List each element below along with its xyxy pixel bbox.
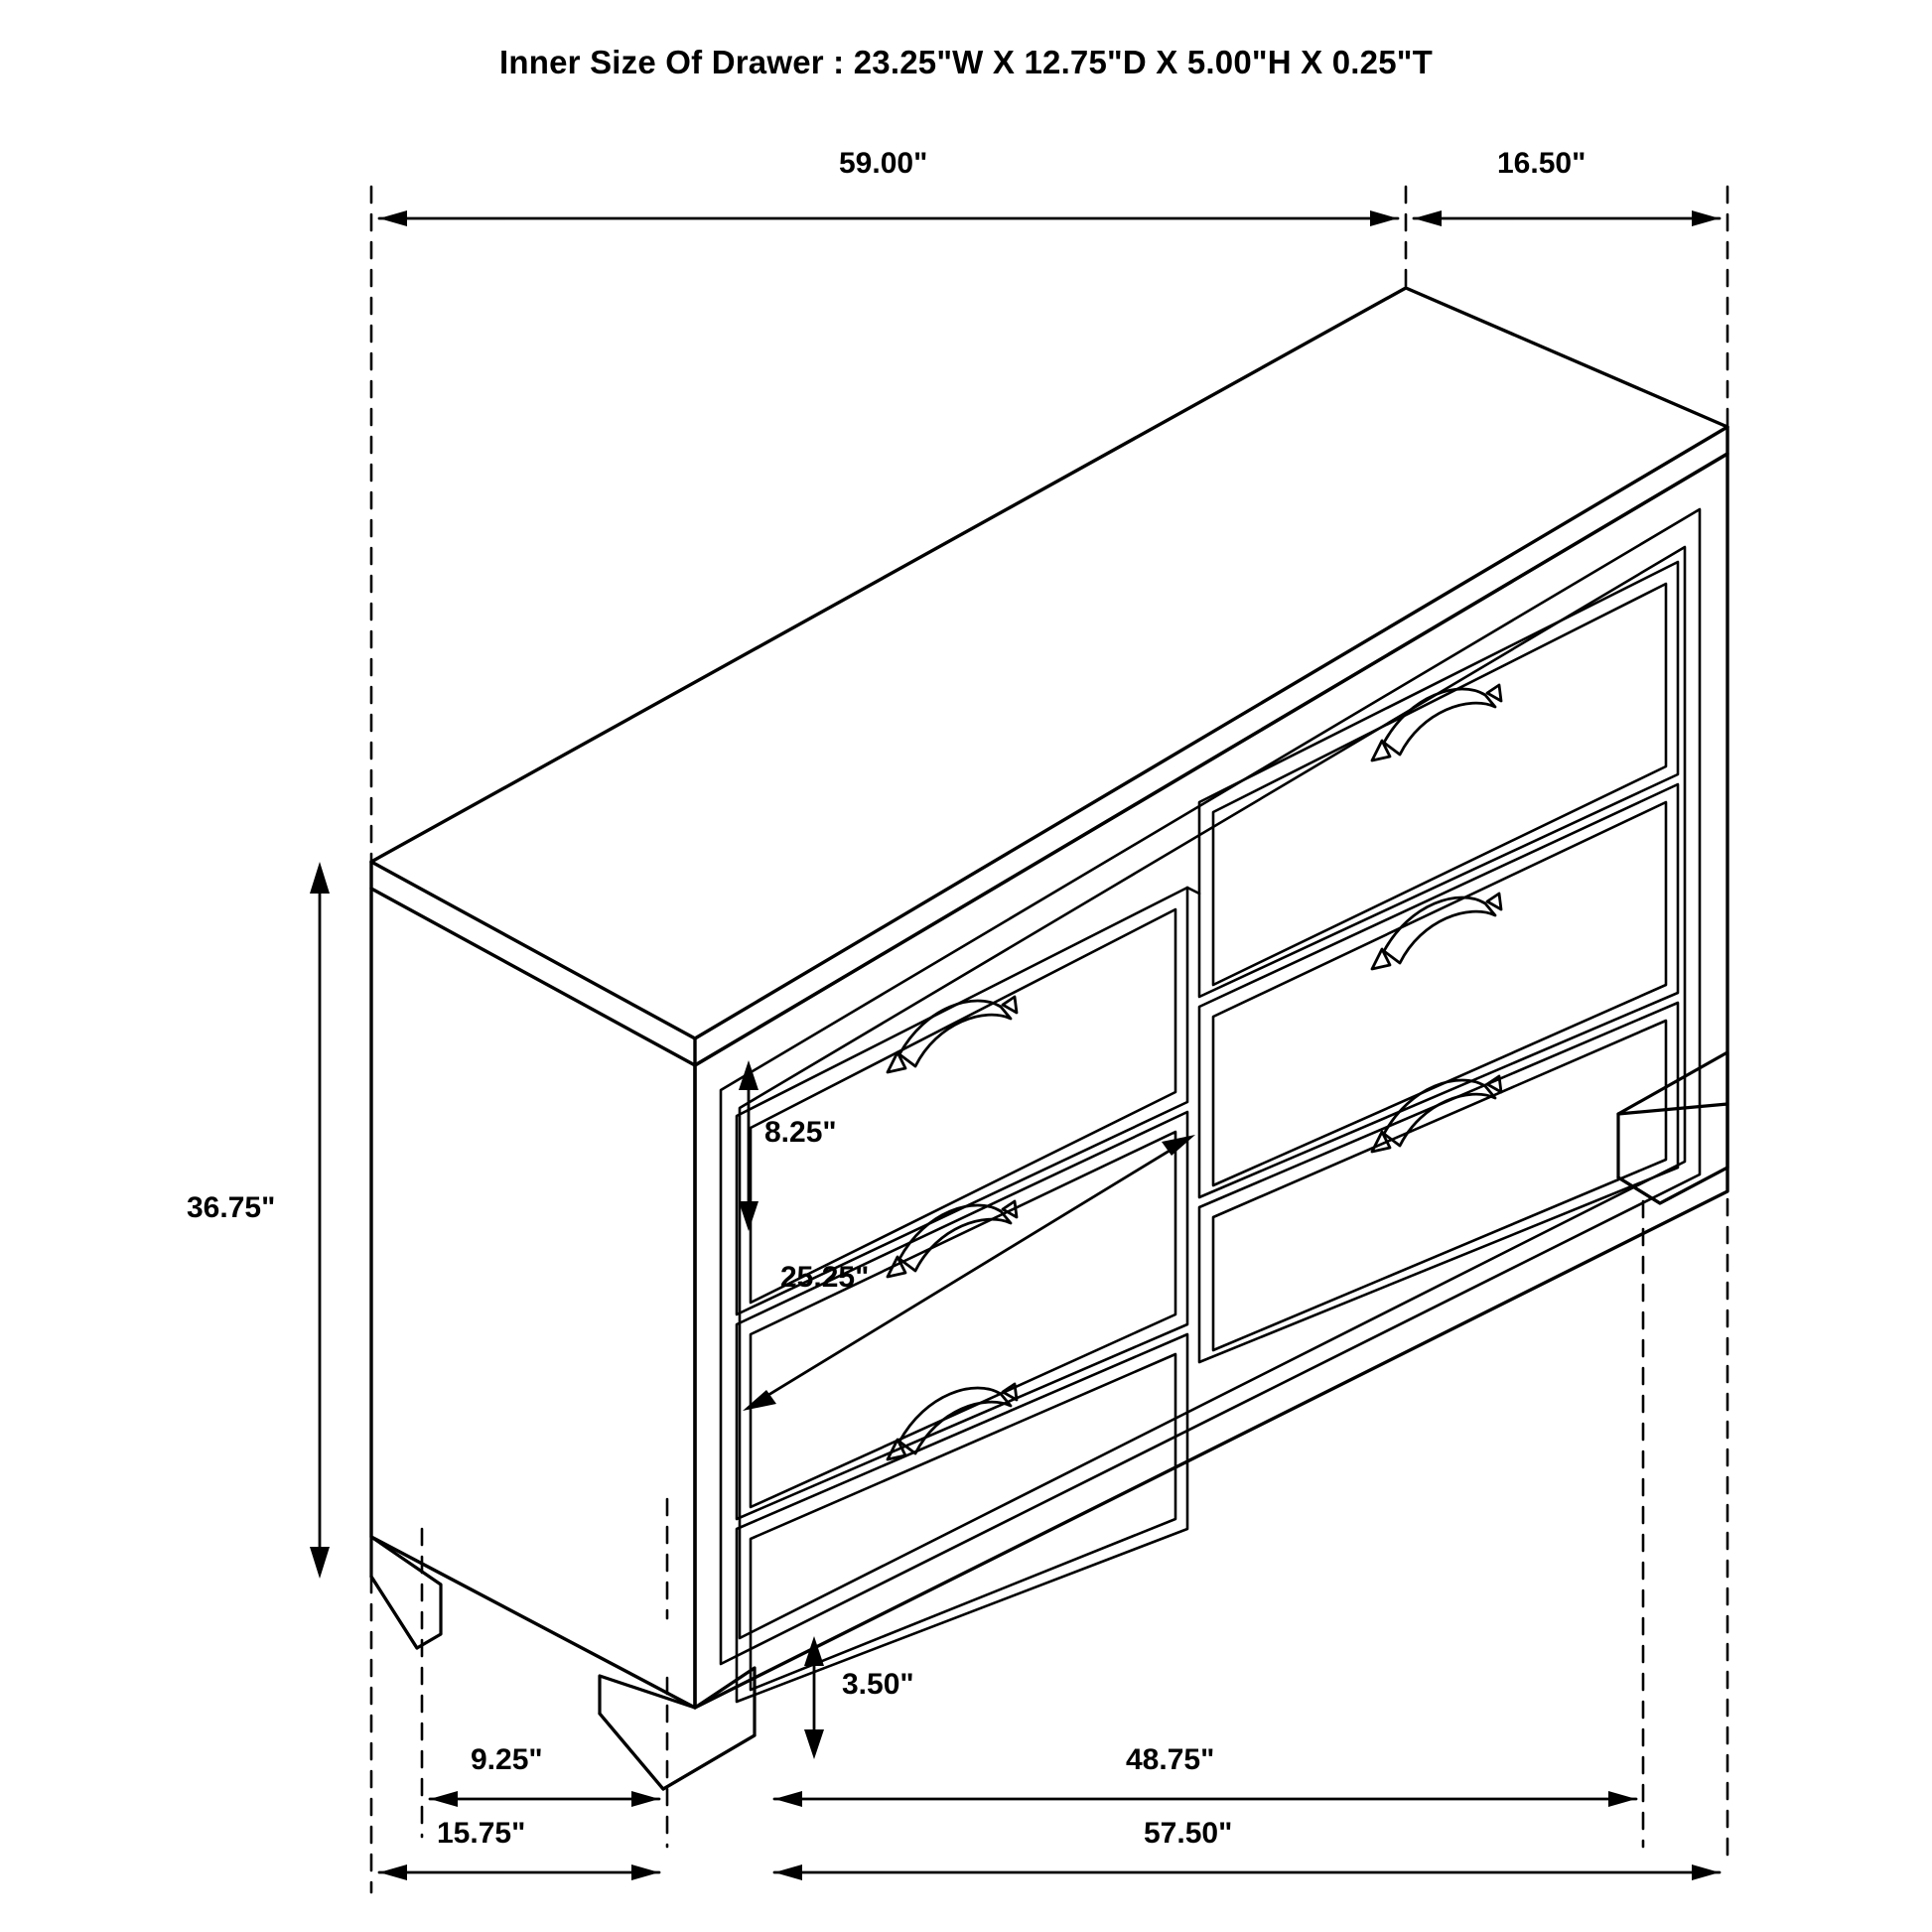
dim-label-leg-inset: 9.25" <box>471 1743 543 1776</box>
base-offset-dimension-line <box>379 1864 659 1880</box>
dim-label-width-front: 59.00" <box>839 147 928 180</box>
base-inner-dimension-line <box>774 1791 1636 1807</box>
height-dimension-line <box>310 862 330 1579</box>
drawer-faces <box>737 562 1678 1702</box>
leg-height-dimension-line <box>804 1636 824 1759</box>
drawer-height-dimension-line <box>739 1060 759 1231</box>
dim-label-leg-height: 3.50" <box>842 1668 914 1701</box>
dim-label-total-height: 36.75" <box>187 1191 276 1224</box>
leg-inset-dimension-line <box>430 1791 659 1807</box>
drawer-handles <box>888 685 1501 1459</box>
base-outer-dimension-line <box>774 1864 1720 1880</box>
dim-label-base-span-outer: 57.50" <box>1144 1817 1233 1850</box>
legs <box>371 1052 1727 1789</box>
dim-label-drawer-face-width: 25.25" <box>780 1261 870 1294</box>
dim-label-depth-side: 16.50" <box>1497 147 1587 180</box>
dim-label-base-left-offset: 15.75" <box>437 1817 526 1850</box>
dresser-body <box>371 288 1727 1708</box>
dim-label-drawer-face-height: 8.25" <box>764 1116 837 1149</box>
top-dimension-lines <box>379 210 1720 226</box>
extension-lines <box>371 187 1727 1892</box>
front-frame <box>721 509 1700 1664</box>
page-title: Inner Size Of Drawer : 23.25"W X 12.75"D X 5.00"H X 0.25"T <box>499 44 1433 80</box>
dim-label-base-span-inner: 48.75" <box>1126 1743 1215 1776</box>
